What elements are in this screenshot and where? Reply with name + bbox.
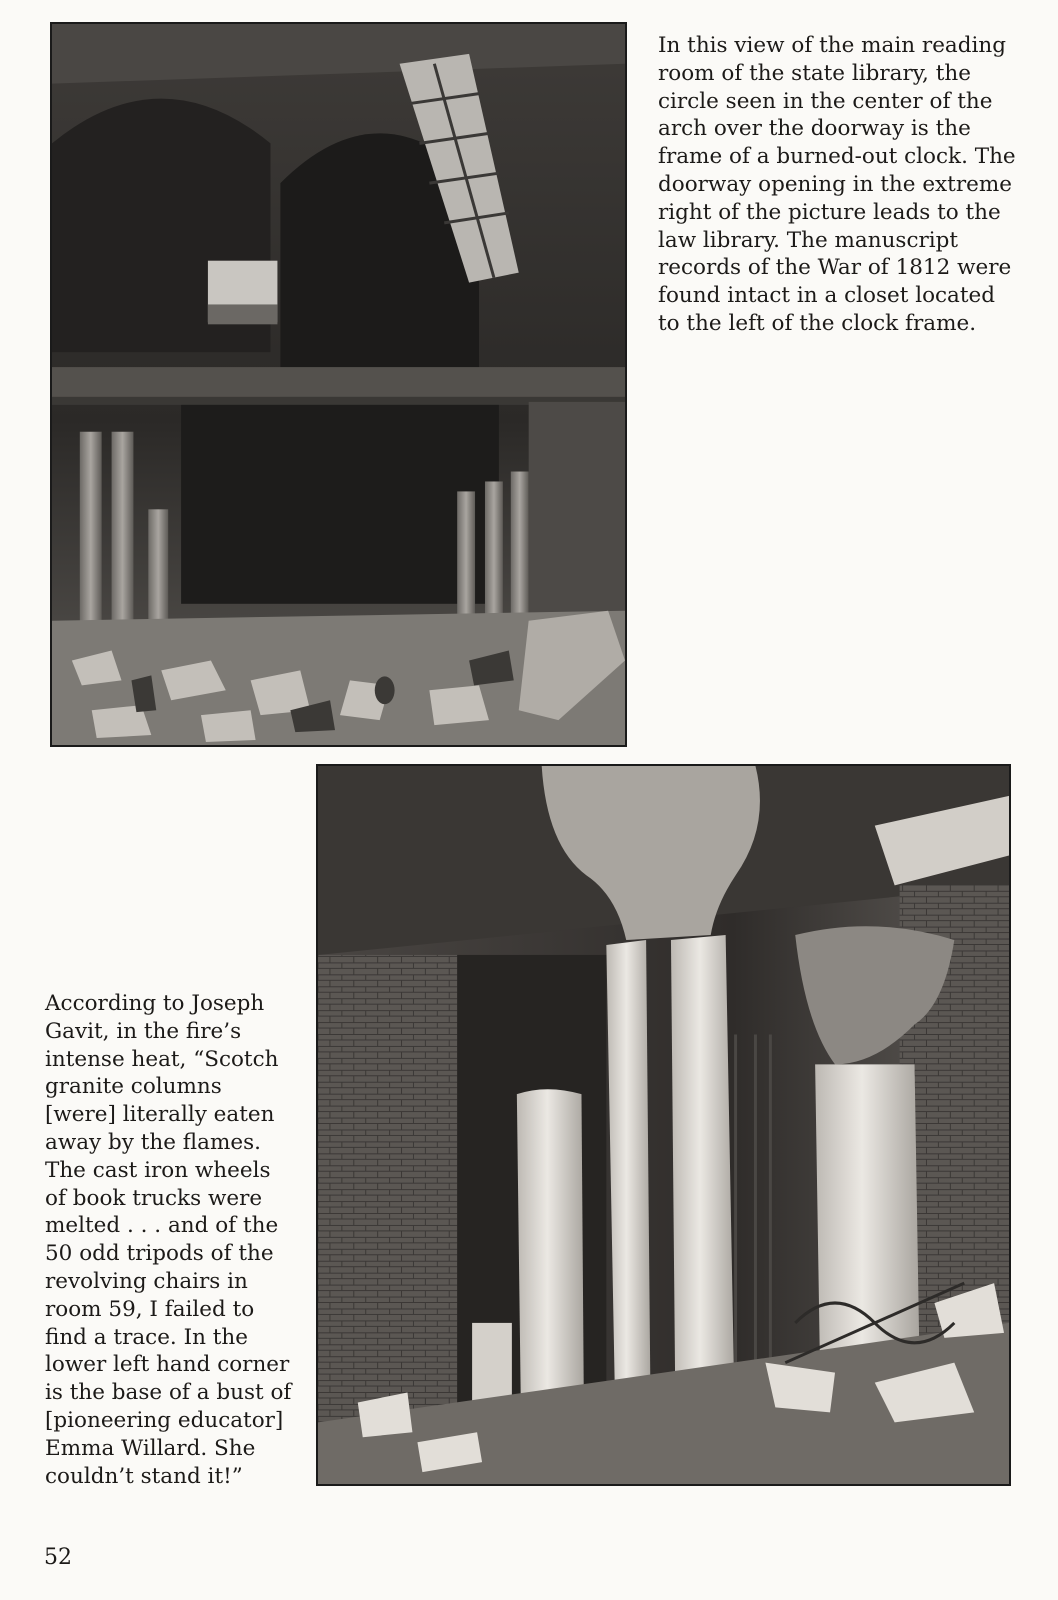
caption-line: doorway opening in the extreme (658, 171, 1012, 197)
caption-line: of book trucks were (45, 1185, 263, 1211)
reading-room-ruins-illustration (52, 24, 625, 745)
caption-line: granite columns (45, 1074, 222, 1100)
caption-line: is the base of a bust of (45, 1380, 292, 1406)
caption-line: find a trace. In the (45, 1324, 248, 1350)
caption-line: to the left of the clock frame. (658, 310, 977, 336)
caption-line: right of the picture leads to the (658, 199, 1001, 225)
caption-line: law library. The manuscript (658, 227, 959, 253)
caption-line: room of the state library, the (658, 60, 971, 86)
caption-line: room 59, I failed to (45, 1296, 255, 1322)
caption-line: frame of a burned-out clock. The (658, 144, 1016, 170)
caption-line: melted . . . and of the (45, 1213, 279, 1239)
caption-line: Emma Willard. She (45, 1435, 256, 1461)
page-number: 52 (44, 1545, 72, 1570)
caption-line: According to Joseph (45, 991, 265, 1016)
caption-line: lower left hand corner (45, 1352, 290, 1378)
caption-line: [were] literally eaten (45, 1102, 275, 1128)
caption-line: [pioneering educator] (45, 1407, 284, 1433)
top-photo-caption (658, 32, 1016, 338)
caption-line: revolving chairs in (45, 1268, 248, 1294)
caption-line: circle seen in the center of the (658, 88, 993, 114)
granite-columns-illustration (318, 766, 1009, 1484)
caption-line: intense heat, “Scotch (45, 1046, 279, 1072)
caption-line: Gavit, in the fire’s (45, 1018, 242, 1044)
caption-line: In this view of the main reading (658, 33, 1006, 58)
caption-line: records of the War of 1812 were (658, 255, 1012, 281)
caption-line: arch over the doorway is the (658, 116, 971, 142)
caption-line: 50 odd tripods of the (45, 1241, 274, 1267)
reading-room-ruins-photo (50, 22, 627, 747)
bottom-photo-caption (45, 990, 291, 1490)
caption-line: away by the flames. (45, 1129, 261, 1155)
granite-columns-photo (316, 764, 1011, 1486)
caption-line: found intact in a closet located (658, 283, 995, 309)
caption-line: The cast iron wheels (45, 1157, 271, 1183)
caption-line: couldn’t stand it!” (45, 1463, 243, 1489)
